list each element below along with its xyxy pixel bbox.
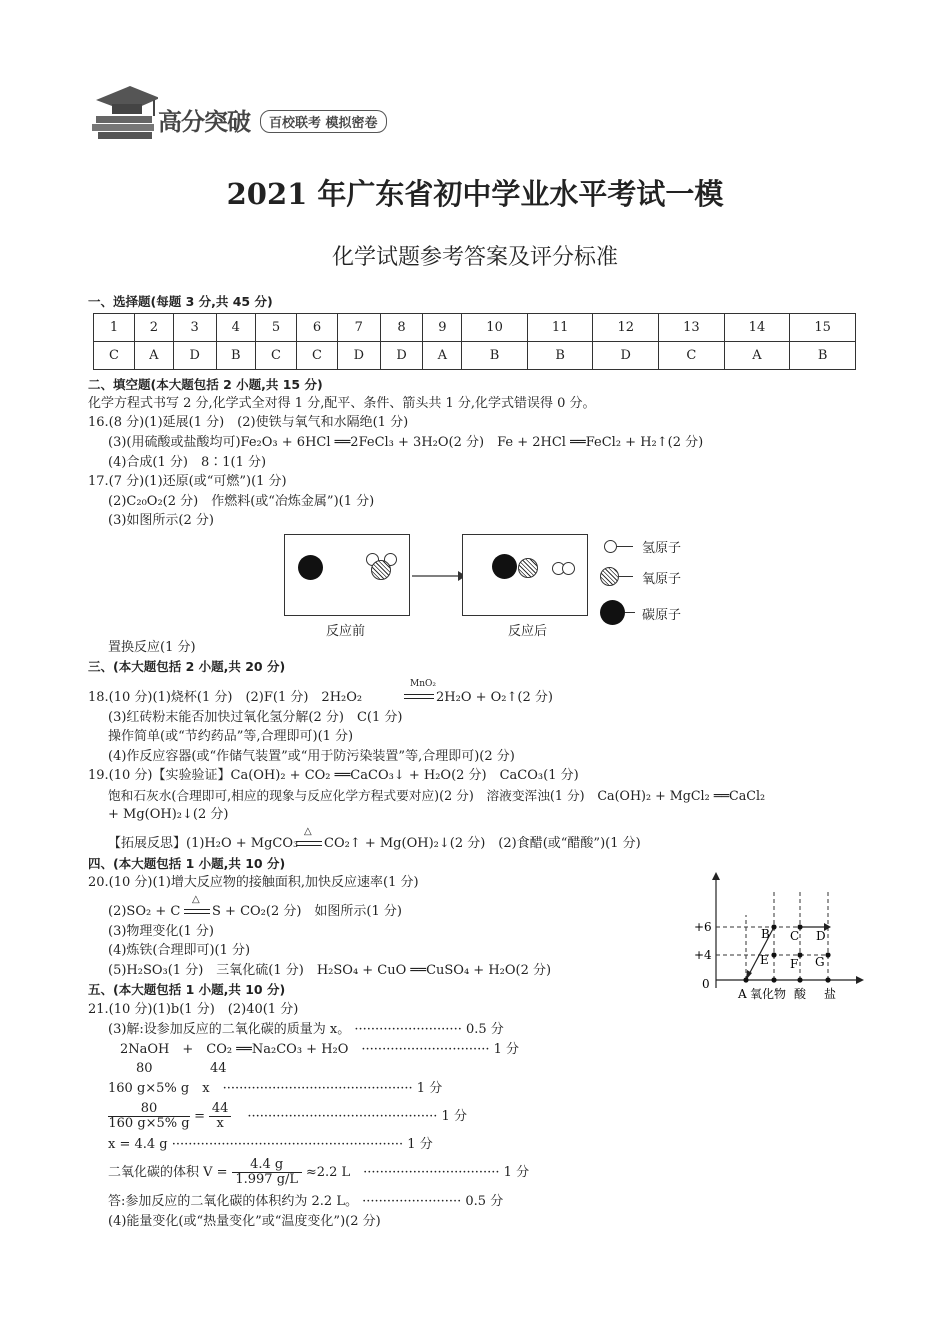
section-3-heading: 三、(本大题包括 2 小题,共 20 分) [88,659,286,674]
answer-line: 2NaOH + CO₂ ══Na₂CO₃ + H₂O ······························· 1 分 [120,1042,520,1057]
equals-sign [184,909,210,914]
table-cell: C [659,342,725,370]
answer-line: 21.(10 分)(1)b(1 分) (2)40(1 分) [88,1002,299,1017]
table-cell: 5 [256,314,297,342]
answer-line: (4)作反应容器(或“作储气装置”或“用于防污染装置”等,合理即可)(2 分) [108,749,515,764]
fraction [209,1102,231,1131]
table-cell: 12 [593,314,659,342]
answer-line: (4)合成(1 分) 8∶1(1 分) [108,455,267,470]
table-cell: 8 [380,314,423,342]
graduation-cap-books-icon [88,82,158,142]
answer-line: 操作简单(或“节约药品”等,合理即可)(1 分) [108,729,354,744]
table-cell: 15 [790,314,856,342]
answer-line: S + CO₂(2 分) 如图所示(1 分) [212,904,402,919]
volume-result: ≈2.2 L ································· 1 分 [305,1165,530,1180]
legend-oxygen-icon [600,567,619,586]
table-cell: 14 [724,314,790,342]
reaction-condition: △ [192,894,200,905]
x-tick-label: 盐 [824,987,837,1001]
table-cell: 7 [337,314,380,342]
answer-line: (3)(用硫酸或盐酸均可)Fe₂O₃ + 6HCl ══2FeCl₃ + 3H₂O(2 分) Fe + 2HCl ══FeCl₂ + H₂↑(2 分) [108,435,704,450]
section-5-heading: 五、(本大题包括 1 小题,共 10 分) [88,982,286,997]
answer-line: (4)能量变化(或“热量变化”或“温度变化”)(2 分) [108,1214,381,1229]
table-cell: C [296,342,337,370]
denominator: 1.997 g/L [235,1172,299,1187]
table-cell: C [94,342,135,370]
table-cell: D [173,342,216,370]
carbon-atom [298,555,323,580]
answer-line: + Mg(OH)₂↓(2 分) [108,807,229,822]
scoring-note: 化学方程式书写 2 分,化学式全对得 1 分,配平、条件、箭头共 1 分,化学式错误得 0 分。 [88,396,596,411]
volume-label: 二氧化碳的体积 V = [108,1165,228,1180]
legend-carbon-icon [600,600,625,625]
legend-hydrogen-icon [604,540,617,553]
molar-mass-co2: 44 [210,1061,227,1076]
answer-line: (5)H₂SO₃(1 分) 三氧化硫(1 分) H₂SO₄ + CuO ══CuSO₄ + H₂O(2 分) [108,963,552,978]
x-tick-label: A [738,987,747,1001]
answer-line: (3)如图所示(2 分) [108,513,214,528]
after-label: 反应后 [508,624,548,639]
reaction-condition: MnO₂ [410,679,436,689]
table-cell: A [724,342,790,370]
table-cell: B [216,342,255,370]
answer-line: 20.(10 分)(1)增大反应物的接触面积,加快反应速率(1 分) [88,875,419,890]
logo [88,82,433,142]
table-cell: 3 [173,314,216,342]
point-label: D [816,929,826,943]
fraction [232,1158,302,1187]
answer-line: 19.(10 分)【实验验证】Ca(OH)₂ + CO₂ ══CaCO₃↓ + H₂O(2 分) CaCO₃(1 分) [88,768,579,783]
answer-line: (3)物理变化(1 分) [108,924,214,939]
logo-tagline: 百校联考 模拟密卷 [260,110,387,133]
x-tick-label: 酸 [794,987,807,1001]
numerator: 44 [209,1102,231,1117]
answer-line: 160 g×5% g x ·············································· 1 分 [108,1081,443,1096]
score-dots: ·············································· 1 分 [247,1109,467,1124]
answer-line: (2)C₂₀O₂(2 分) 作燃料(或“冶炼金属”)(1 分) [108,494,375,509]
hydrogen-atom [562,562,575,575]
fraction [108,1102,190,1131]
legend-oxygen: 氧原子 [642,572,682,587]
table-cell: 10 [462,314,528,342]
legend-hydrogen: 氢原子 [642,541,682,556]
answer-line: CO₂↑ + Mg(OH)₂↓(2 分) (2)食醋(或“醋酸”)(1 分) [324,836,641,851]
answer-line: (3)解:设参加反应的二氧化碳的质量为 x。 ·························· 0.5 分 [108,1022,504,1037]
table-cell: 4 [216,314,255,342]
reaction-diagram [280,530,700,640]
table-cell: D [337,342,380,370]
legend-carbon: 碳原子 [642,608,682,623]
denominator: 160 g×5% g [108,1116,190,1131]
valence-graph [690,870,870,1010]
molar-mass-naoh: 80 [136,1061,153,1076]
answer-line: (3)红砖粉末能否加快过氧化氢分解(2 分) C(1 分) [108,710,403,725]
oxygen-atom [371,560,391,580]
answer-line: 18.(10 分)(1)烧杯(1 分) (2)F(1 分) 2H₂O₂ [88,690,363,705]
table-cell: A [134,342,173,370]
answer-line: 置换反应(1 分) [108,640,196,655]
answer-line: (4)炼铁(合理即可)(1 分) [108,943,251,958]
table-row-answers [94,342,856,370]
table-cell: 9 [423,314,462,342]
x-tick-label: 氧化物 [750,987,787,1001]
answer-line: 2H₂O + O₂↑(2 分) [436,690,553,705]
before-label: 反应前 [326,624,366,639]
section-4-heading: 四、(本大题包括 1 小题,共 10 分) [88,856,286,871]
volume-line [108,1158,529,1187]
table-cell: D [593,342,659,370]
y-tick-label: +4 [694,948,712,962]
arrow-icon [410,566,470,586]
equals-sign [404,694,434,699]
equals-sign [296,841,322,846]
answer-line: 17.(7 分)(1)还原(或“可燃”)(1 分) [88,474,287,489]
y-tick-label: 0 [702,977,710,991]
point-label: G [815,955,825,969]
page-subtitle: 化学试题参考答案及评分标准 [331,245,618,270]
table-row-numbers [94,314,856,342]
point-label: B [761,927,770,941]
table-cell: B [462,342,528,370]
answer-table [93,313,856,370]
answer-line: 饱和石灰水(合理即可,相应的现象与反应化学方程式要对应)(2 分) 溶液变浑浊(1 分) Ca(OH)₂ + MgCl₂ ══CaCl₂ [108,788,766,803]
table-cell: B [527,342,593,370]
table-cell: 11 [527,314,593,342]
answer-line: 【拓展反思】(1)H₂O + MgCO₃ [108,836,299,851]
section-1-heading: 一、选择题(每题 3 分,共 45 分) [88,294,273,309]
reaction-condition: △ [304,826,312,837]
section-2-heading: 二、填空题(本大题包括 2 小题,共 15 分) [88,377,323,392]
page-title: 2021 年广东省初中学业水平考试一模 [226,177,724,211]
oxygen-atom [518,558,538,578]
point-label: C [790,929,800,943]
answer-line: (2)SO₂ + C [108,904,181,919]
carbon-atom [492,554,517,579]
point-label: F [790,957,799,971]
y-tick-label: +6 [694,920,712,934]
table-cell: C [256,342,297,370]
point-label: E [760,953,769,967]
table-cell: 1 [94,314,135,342]
answer-line: 答:参加反应的二氧化碳的体积约为 2.2 L。 ························ 0.5 分 [108,1194,504,1209]
table-cell: A [423,342,462,370]
answer-line: x = 4.4 g ························································ 1 分 [108,1137,433,1152]
table-cell: 13 [659,314,725,342]
numerator: 80 [108,1102,190,1117]
table-cell: D [380,342,423,370]
table-cell: 6 [296,314,337,342]
logo-text: 高分突破 [158,108,250,136]
table-cell: B [790,342,856,370]
table-cell: 2 [134,314,173,342]
numerator: 4.4 g [232,1158,302,1173]
denominator: x [216,1116,224,1131]
answer-line: 16.(8 分)(1)延展(1 分) (2)使铁与氧气和水隔绝(1 分) [88,415,409,430]
proportion-line: $\frac{80}{160 g\times 5\% g}$ = $\frac{44}{x}$ ·············································· 1 分 [108,1101,467,1131]
